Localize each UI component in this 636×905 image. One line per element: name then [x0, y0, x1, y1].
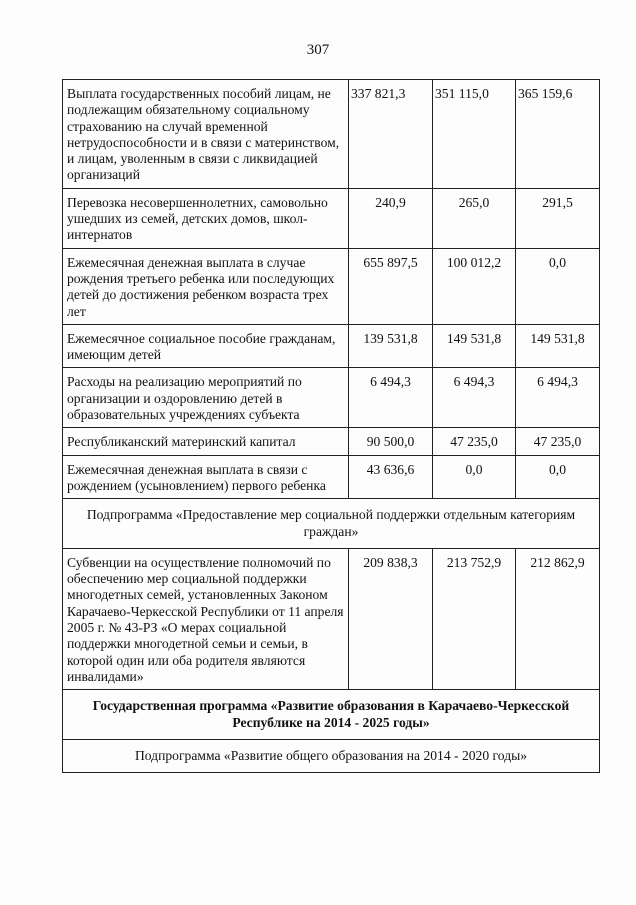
subprogram-row: [63, 499, 600, 549]
table-row: [63, 455, 600, 499]
value-cell: 149 531,8: [516, 324, 600, 368]
value-cell: 47 235,0: [516, 428, 600, 455]
table-row: [63, 428, 600, 455]
value-cell: 365 159,6: [516, 80, 600, 189]
row-name: Перевозка несовершеннолетних, самовольно ушедших из семей, детских домов, школ-интернатов: [63, 188, 349, 248]
state-program-heading: Государственная программа «Развитие образования в Карачаево-Черкесской Республике на 2014 - 2025 годы»: [63, 690, 600, 740]
table-row: [63, 188, 600, 248]
page-number: 307: [306, 42, 330, 58]
value-cell: 90 500,0: [349, 428, 433, 455]
row-name: Ежемесячное социальное пособие гражданам, имеющим детей: [63, 324, 349, 368]
program-row: [63, 690, 600, 740]
value-cell: 0,0: [516, 455, 600, 499]
row-name: Республиканский материнский капитал: [63, 428, 349, 455]
table-row: [63, 80, 600, 189]
value-cell: 139 531,8: [349, 324, 433, 368]
value-cell: 291,5: [516, 188, 600, 248]
value-cell: 0,0: [433, 455, 516, 499]
value-cell: 213 752,9: [433, 548, 516, 689]
subprogram-row: [63, 739, 600, 772]
value-cell: 6 494,3: [433, 368, 516, 428]
table-row: [63, 324, 600, 368]
value-cell: 0,0: [516, 248, 600, 324]
row-name: Ежемесячная денежная выплата в случае рождения третьего ребенка или последующих детей до достижения ребенком возраста трех лет: [63, 248, 349, 324]
row-name: Расходы на реализацию мероприятий по организации и оздоровлению детей в образовательных учреждениях субъекта: [63, 368, 349, 428]
value-cell: 47 235,0: [433, 428, 516, 455]
value-cell: 655 897,5: [349, 248, 433, 324]
value-cell: 149 531,8: [433, 324, 516, 368]
row-name: Ежемесячная денежная выплата в связи с рождением (усыновлением) первого ребенка: [63, 455, 349, 499]
value-cell: 209 838,3: [349, 548, 433, 689]
value-cell: 351 115,0: [433, 80, 516, 189]
budget-table: [62, 79, 600, 773]
value-cell: 337 821,3: [349, 80, 433, 189]
row-name: Субвенции на осуществление полномочий по обеспечению мер социальной поддержки многодетных семей, установленных Законом Карачаево-Черкесской Республики от 11 апреля 2005 г. № 43-РЗ «О мерах социальной поддержки многодетной семьи и семьи, в которой один или оба родителя являются инвалидами»: [63, 548, 349, 689]
value-cell: 43 636,6: [349, 455, 433, 499]
table-row: [63, 368, 600, 428]
value-cell: 265,0: [433, 188, 516, 248]
table-row: [63, 248, 600, 324]
value-cell: 100 012,2: [433, 248, 516, 324]
value-cell: 6 494,3: [349, 368, 433, 428]
subprogram-social-heading: Подпрограмма «Предоставление мер социальной поддержки отдельным категориям граждан»: [63, 499, 600, 549]
row-name: Выплата государственных пособий лицам, не подлежащим обязательному социальному страхованию на случай временной нетрудоспособности и в связи с материнством, и лицам, уволенным в связи с ликвидацией организаций: [63, 80, 349, 189]
value-cell: 6 494,3: [516, 368, 600, 428]
table-row: [63, 548, 600, 689]
value-cell: 212 862,9: [516, 548, 600, 689]
subprogram-education-heading: Подпрограмма «Развитие общего образования на 2014 - 2020 годы»: [63, 739, 600, 772]
value-cell: 240,9: [349, 188, 433, 248]
